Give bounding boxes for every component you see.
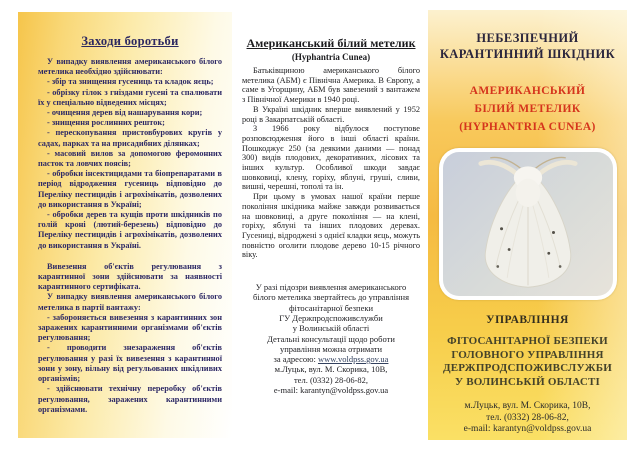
contact-line: м.Луцьк, вул. М. Скорика, 10В, xyxy=(274,364,388,375)
control-measure-item: - очищення дерев від нашарування кори; xyxy=(47,108,203,118)
org-name-line: ФІТОСАНІТАРНОЇ БЕЗПЕКИ xyxy=(447,335,608,347)
website-url: www.voldpss.gov.ua xyxy=(318,354,389,365)
species-name-block xyxy=(434,82,621,136)
description-paragraph: З 1966 року відбулося поступове розповсюдження його в інші області країни. Пошкоджує 250 (за деякими даними — понад 300) видів плодових, декоративних, лісових та інших культур. Особливої шкоди завдає шовковиці, клену, горіху, яблуні, груші, сливи, вишні, черешні, тополі та ін. xyxy=(242,124,420,192)
contact-line: У разі підозри виявлення американського xyxy=(255,282,407,293)
control-measure-item: - масовий вилов за допомогою феромонних пасток та ловчих поясів; xyxy=(38,148,222,169)
contact-block xyxy=(242,282,420,395)
contact-url-line xyxy=(242,354,420,364)
species-name-line: АМЕРИКАНСЬКИЙ xyxy=(469,85,586,97)
white-moth-photo xyxy=(443,152,613,296)
contact-line: фітосанітарної безпеки xyxy=(288,302,374,313)
contact-line: управління можна отримати xyxy=(279,343,383,354)
export-rule-item: - проводити знезараження об'єктів регулювання у разі їх вивезення з карантинної зони у зону, вільну від регульованих шкідливих організмів; xyxy=(38,343,222,384)
quarantine-warning xyxy=(434,30,621,62)
control-measure-item: - обробки дерев та кущів проти шкідників по голій кроні (лютий-березень) відповідно до Переліку пестицидів і агрохімікатів, дозволених до використання в Україні. xyxy=(38,210,222,250)
export-rules-list xyxy=(38,262,222,415)
org-address-line: e-mail: karantyn@voldpss.gov.ua xyxy=(463,424,592,434)
export-rule-item: - здійснювати технічну переробку об'єктів регулювання, заражених карантинними організмами. xyxy=(38,384,222,414)
org-name-line: ДЕРЖПРОДСПОЖИВСЛУЖБИ xyxy=(442,362,613,374)
description-paragraph: В Україні шкідник вперше виявлений у 1952 році в Закарпатській області. xyxy=(242,104,420,124)
org-address-block xyxy=(434,401,621,436)
contact-line: білого метелика звертайтесь до управління xyxy=(252,292,410,303)
org-name-block xyxy=(434,335,621,389)
export-rule-item: - забороняється вивезення з карантинних зон заражених карантинними організмами об'єктів регулювання; xyxy=(38,312,222,343)
description-paragraph: Батьківщиною американського білого метелика (АБМ) є Північна Америка. В Європу, а саме в Угорщину, АБМ був завезений з вантажем з Північної Америки в 1940 році. xyxy=(242,66,420,105)
species-description xyxy=(242,66,420,260)
panel-cover xyxy=(428,10,627,440)
org-title: УПРАВЛІННЯ xyxy=(486,314,569,326)
warning-line: КАРАНТИННИЙ ШКІДНИК xyxy=(439,47,616,61)
contact-line: Детальні консультації щодо роботи xyxy=(267,333,395,344)
description-paragraph: При цьому в умовах нашої країни перше покоління шкідника майже завжди розвивається на шовковиці, а друге покоління — на клені, горіху, яблуні та інших плодових деревах. Гусениці, відроджені з однієї кладки яєць, можуть повністю оголити плодове дерево 10-15 річного віку. xyxy=(242,192,420,260)
contact-line: ГУ Держпродспоживслужби xyxy=(279,312,383,323)
species-name-line: (HYPHANTRIA CUNEA) xyxy=(459,121,596,133)
moth-photo-frame xyxy=(439,148,617,300)
org-name-line: ГОЛОВНОГО УПРАВЛІННЯ xyxy=(451,348,604,361)
warning-line: НЕБЕЗПЕЧНИЙ xyxy=(476,31,579,45)
moth-illustration xyxy=(443,152,613,296)
contact-line: у Волинській області xyxy=(292,323,370,334)
export-rule-item: Вивезення об'єктів регулювання з карантинної зони здійснювати за наявності карантинного сертифіката. xyxy=(38,261,222,292)
export-rule-item: У випадку виявлення американського білого метелика в партії вантажу: xyxy=(38,292,222,312)
org-address-line: м.Луцьк, вул. М. Скорика, 10В, xyxy=(464,401,591,411)
org-name-line: У ВОЛИНСЬКІЙ ОБЛАСТІ xyxy=(455,375,600,388)
control-measure-item: - знищення рослинних решток; xyxy=(47,118,165,128)
control-measures-list xyxy=(38,77,222,250)
panel-control-measures xyxy=(18,12,232,438)
control-measure-item: - обробки інсектицидами та біопрепаратами в період відродження гусениць відповідно до Переліку пестицидів і агрохімікатів, дозволених до використання в Україні; xyxy=(38,169,222,209)
control-measures-heading: Заходи боротьби xyxy=(81,34,179,48)
contact-intro-lines xyxy=(242,282,420,354)
control-measure-item: - перескопування пристовбурових кругів у садах, парках та на присадибних ділянках; xyxy=(38,128,222,148)
contact-line: тел. (0332) 28-06-82, xyxy=(293,374,369,385)
panel-species-description xyxy=(232,12,428,438)
contact-address-lines xyxy=(242,364,420,395)
control-measures-intro: У випадку виявлення американського білого метелика необхідно здійснювати: xyxy=(38,57,222,77)
control-measure-item: - збір та знищення гусениць та кладок яєць; xyxy=(47,77,214,87)
contact-line: e-mail: karantyn@voldpss.gov.ua xyxy=(273,385,389,396)
species-latin-name: (Hyphantria Cunea) xyxy=(291,52,371,62)
contact-url-prefix: за адресою: xyxy=(273,354,318,365)
species-title: Американський білий метелик xyxy=(246,36,416,50)
org-address-line: тел. (0332) 28-06-82, xyxy=(486,412,569,423)
species-name-line: БІЛИЙ МЕТЕЛИК xyxy=(474,103,581,115)
control-measure-item: - обрізку гілок з гніздами гусені та спалювати їх у спеціально відведених місцях; xyxy=(38,87,222,107)
